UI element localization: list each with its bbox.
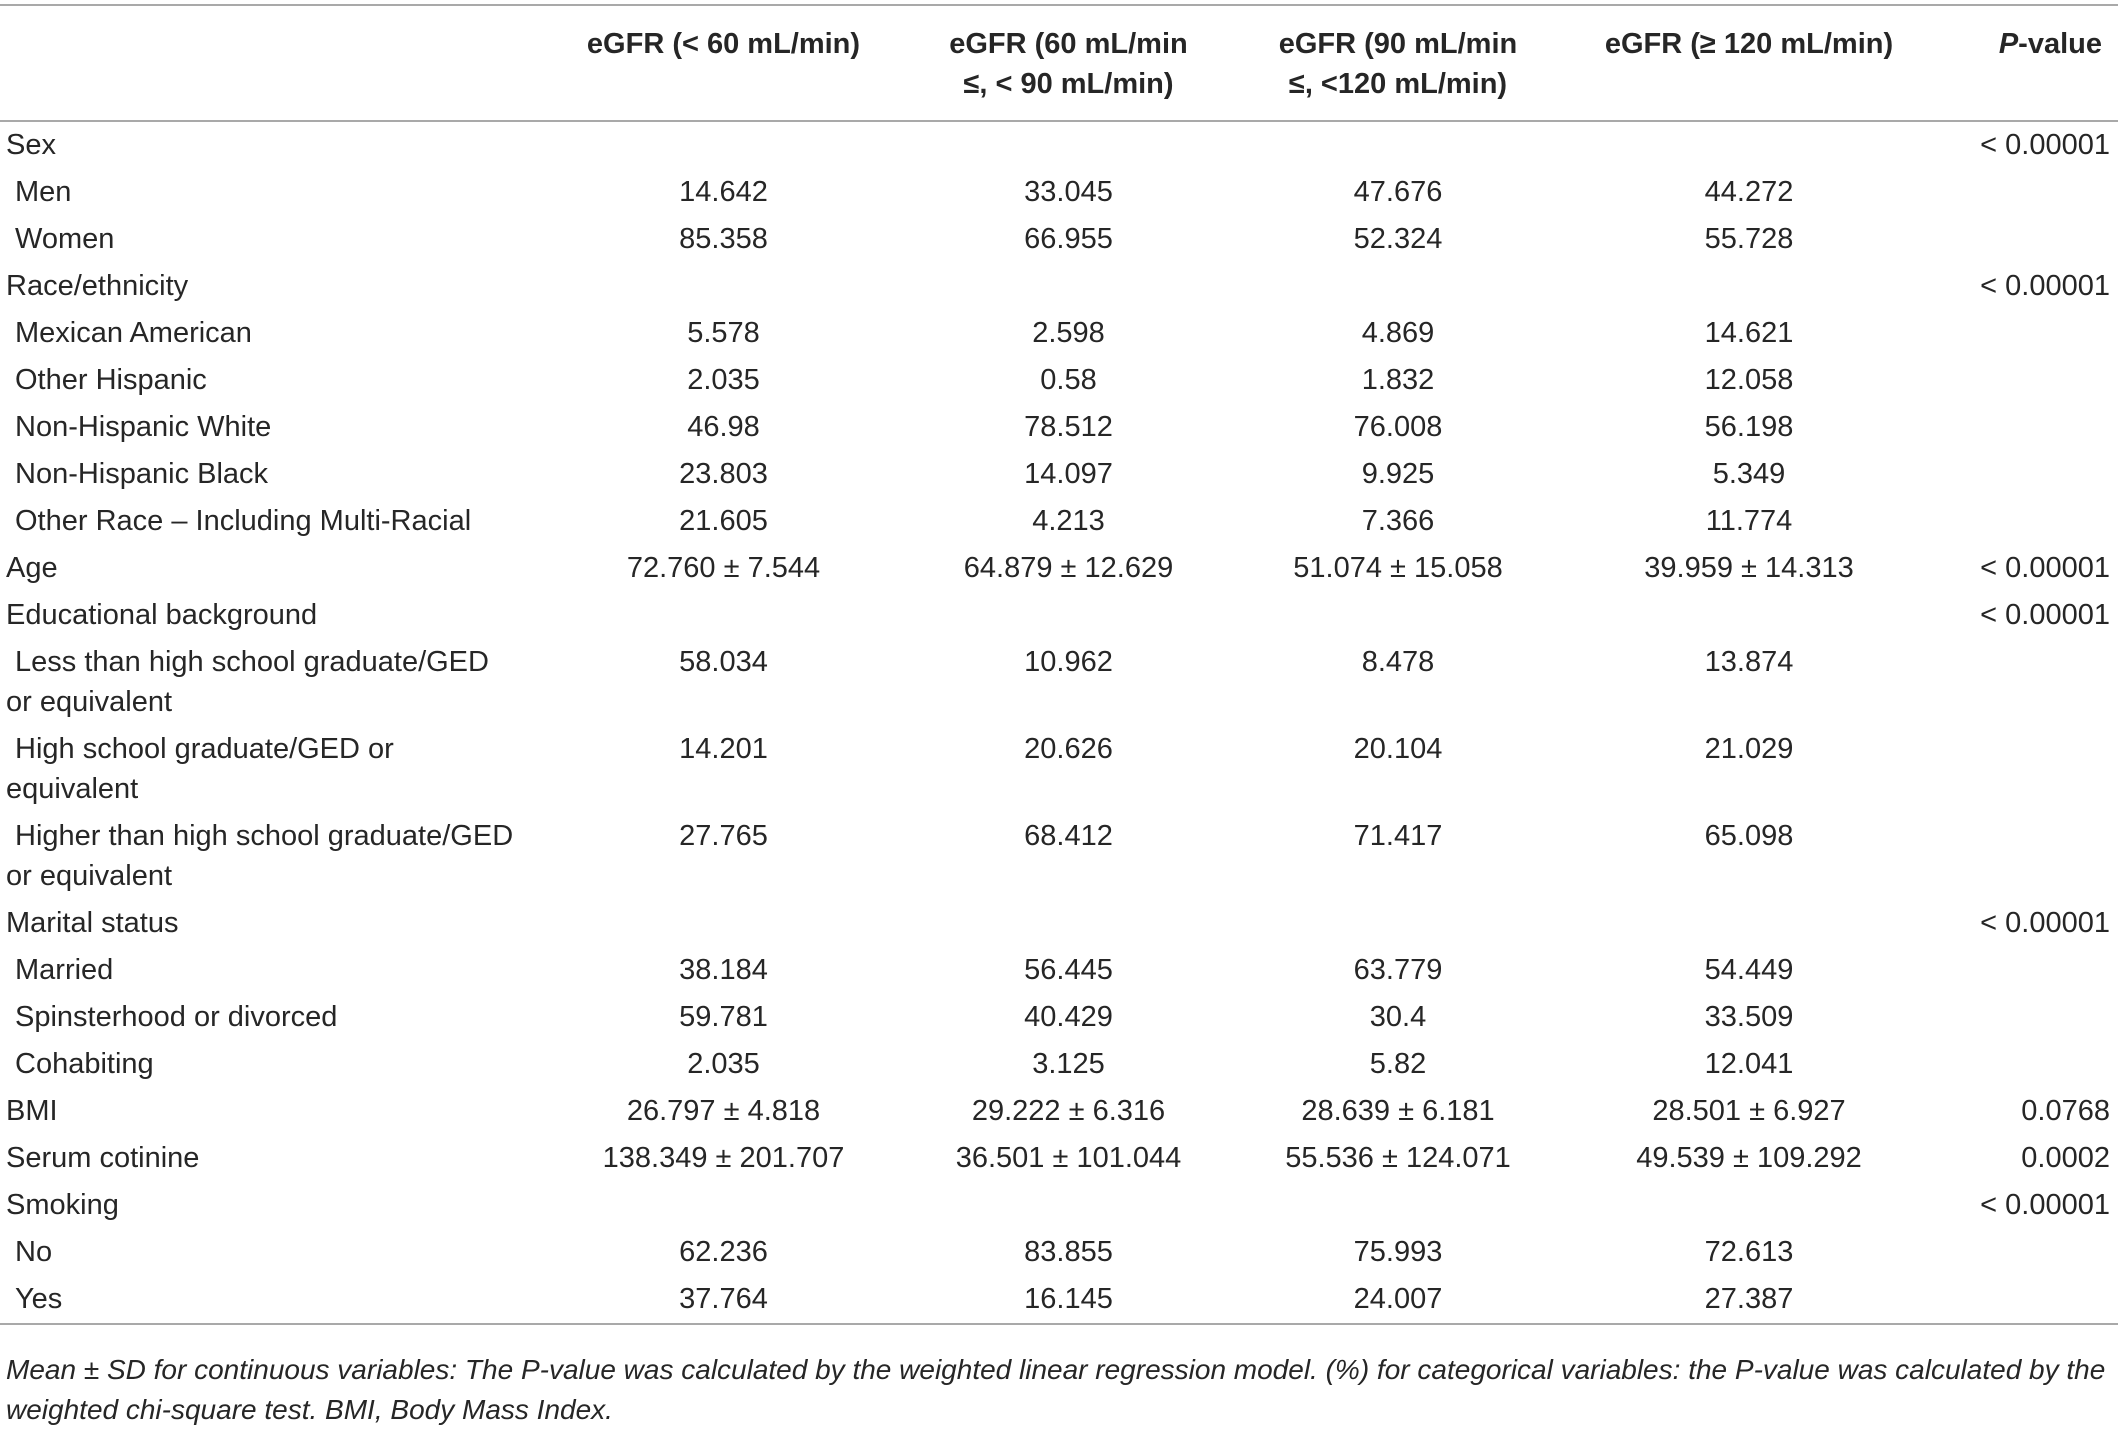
row-label-text: Smoking bbox=[6, 1189, 119, 1221]
cell-p-value bbox=[1967, 726, 2118, 813]
row-sublabel bbox=[0, 404, 575, 451]
row-sublabel bbox=[0, 994, 575, 1041]
table-row bbox=[0, 121, 2118, 169]
row-label-text: Race/ethnicity bbox=[6, 270, 189, 302]
cell-value: 27.387 bbox=[1704, 1283, 1794, 1315]
row-label-text: BMI bbox=[6, 1095, 58, 1127]
cell-value: 5.82 bbox=[1369, 1048, 1427, 1080]
cell-value: 47.676 bbox=[1353, 176, 1443, 208]
cell-p-value bbox=[1967, 451, 2118, 498]
cell-p-value bbox=[1967, 639, 2118, 726]
header-egfr-60-90-line1: eGFR (60 mL/min bbox=[949, 28, 1188, 60]
table-row bbox=[0, 994, 2118, 1041]
table-row bbox=[0, 813, 2118, 900]
table-row bbox=[0, 726, 2118, 813]
cell-p-value bbox=[1967, 947, 2118, 994]
table-row bbox=[0, 357, 2118, 404]
cell-p-value bbox=[1967, 994, 2118, 1041]
cell-value bbox=[1531, 121, 1967, 169]
row-sublabel bbox=[0, 498, 575, 545]
cell-value: 52.324 bbox=[1353, 223, 1443, 255]
row-label-text: Married bbox=[15, 954, 114, 986]
row-sublabel bbox=[0, 1041, 575, 1088]
cell-value: 36.501 ± 101.044 bbox=[955, 1142, 1182, 1174]
cell-value: 2.035 bbox=[687, 1048, 760, 1080]
row-label-text: Educational background bbox=[6, 599, 318, 631]
table-row bbox=[0, 498, 2118, 545]
cell-value bbox=[1265, 900, 1531, 947]
row-label-text: Men bbox=[15, 176, 72, 208]
cell-value: 51.074 ± 15.058 bbox=[1293, 552, 1503, 584]
cell-value: 59.781 bbox=[679, 1001, 768, 1033]
cell-p-value: < 0.00001 bbox=[1980, 129, 2110, 161]
row-label-text: Higher than high school graduate/GED bbox=[15, 820, 514, 852]
row-sublabel bbox=[0, 169, 575, 216]
cell-p-value: 0.0002 bbox=[2021, 1142, 2110, 1174]
cell-value: 38.184 bbox=[679, 954, 768, 986]
cell-value bbox=[1265, 592, 1531, 639]
cell-p-value: < 0.00001 bbox=[1980, 599, 2110, 631]
cell-value: 20.626 bbox=[1024, 733, 1113, 765]
row-label bbox=[0, 263, 575, 310]
cell-value bbox=[1265, 1182, 1531, 1229]
cell-value bbox=[575, 900, 872, 947]
table-row bbox=[0, 947, 2118, 994]
cell-value: 13.874 bbox=[1704, 646, 1794, 678]
row-label bbox=[0, 121, 575, 169]
cell-value: 33.045 bbox=[1024, 176, 1113, 208]
cell-value: 4.213 bbox=[1032, 505, 1105, 537]
row-label-text: Non-Hispanic White bbox=[15, 411, 272, 443]
cell-value: 76.008 bbox=[1353, 411, 1443, 443]
cell-p-value bbox=[1967, 310, 2118, 357]
cell-value: 20.104 bbox=[1353, 733, 1443, 765]
cell-value: 23.803 bbox=[679, 458, 768, 490]
cell-p-value bbox=[1967, 169, 2118, 216]
cell-value: 71.417 bbox=[1353, 820, 1443, 852]
cell-value: 21.605 bbox=[679, 505, 768, 537]
cell-value: 0.58 bbox=[1040, 364, 1097, 396]
cell-p-value bbox=[1967, 357, 2118, 404]
cell-value bbox=[1531, 1182, 1967, 1229]
cell-value bbox=[575, 592, 872, 639]
cell-value: 46.98 bbox=[687, 411, 760, 443]
cell-value: 28.639 ± 6.181 bbox=[1301, 1095, 1495, 1127]
cell-value: 11.774 bbox=[1705, 505, 1793, 537]
header-egfr-60-90 bbox=[872, 5, 1265, 121]
cell-value: 56.445 bbox=[1024, 954, 1113, 986]
table-row bbox=[0, 1135, 2118, 1182]
row-label-text: Less than high school graduate/GED bbox=[15, 646, 489, 678]
cell-value: 44.272 bbox=[1704, 176, 1794, 208]
cell-p-value bbox=[1967, 813, 2118, 900]
cell-value bbox=[1265, 121, 1531, 169]
cell-value: 7.366 bbox=[1361, 505, 1435, 537]
cell-p-value: < 0.00001 bbox=[1980, 1189, 2110, 1221]
header-egfr-lt60: eGFR (< 60 mL/min) bbox=[586, 28, 861, 60]
cell-value: 65.098 bbox=[1704, 820, 1794, 852]
row-sublabel bbox=[0, 813, 575, 900]
table-row bbox=[0, 592, 2118, 639]
cell-value: 72.613 bbox=[1704, 1236, 1794, 1268]
cell-value: 14.097 bbox=[1024, 458, 1113, 490]
row-label-text: Women bbox=[15, 223, 115, 255]
cell-value: 16.145 bbox=[1024, 1283, 1113, 1315]
table-body bbox=[0, 121, 2118, 1324]
cell-value: 9.925 bbox=[1361, 458, 1435, 490]
cell-value bbox=[575, 263, 872, 310]
cell-value bbox=[575, 121, 872, 169]
cell-value bbox=[1531, 900, 1967, 947]
cell-value bbox=[1265, 263, 1531, 310]
row-label bbox=[0, 592, 575, 639]
row-label bbox=[0, 1135, 575, 1182]
header-label-column bbox=[0, 5, 575, 121]
row-label bbox=[0, 1182, 575, 1229]
cell-value: 75.993 bbox=[1353, 1236, 1443, 1268]
characteristics-table bbox=[0, 4, 2118, 1325]
row-sublabel bbox=[0, 451, 575, 498]
table-row bbox=[0, 169, 2118, 216]
row-label-text: Other Race – Including Multi-Racial bbox=[15, 505, 472, 537]
cell-value: 66.955 bbox=[1024, 223, 1113, 255]
table-row bbox=[0, 1276, 2118, 1324]
table-row bbox=[0, 1041, 2118, 1088]
cell-value: 24.007 bbox=[1353, 1283, 1443, 1315]
row-sublabel bbox=[0, 1229, 575, 1276]
cell-value: 12.058 bbox=[1704, 364, 1794, 396]
cell-value: 2.035 bbox=[687, 364, 760, 396]
header-row bbox=[0, 5, 2118, 121]
cell-value: 2.598 bbox=[1032, 317, 1105, 349]
row-sublabel bbox=[0, 357, 575, 404]
header-p-value bbox=[1967, 5, 2118, 121]
row-label-text: No bbox=[15, 1236, 53, 1268]
row-label bbox=[0, 545, 575, 592]
header-p-italic: P bbox=[1998, 28, 2019, 60]
cell-value bbox=[872, 121, 1265, 169]
row-label-text: Spinsterhood or divorced bbox=[15, 1001, 338, 1033]
header-p-rest: -value bbox=[2018, 28, 2102, 60]
cell-p-value bbox=[1967, 498, 2118, 545]
row-label-text: High school graduate/GED or bbox=[15, 733, 394, 765]
cell-value: 4.869 bbox=[1361, 317, 1435, 349]
table-row bbox=[0, 1229, 2118, 1276]
header-egfr-ge120: eGFR (≥ 120 mL/min) bbox=[1604, 28, 1894, 60]
cell-value: 39.959 ± 14.313 bbox=[1644, 552, 1854, 584]
cell-value: 8.478 bbox=[1361, 646, 1435, 678]
cell-value: 40.429 bbox=[1024, 1001, 1113, 1033]
header-egfr-90-120 bbox=[1265, 5, 1531, 121]
cell-value: 29.222 ± 6.316 bbox=[971, 1095, 1166, 1127]
table-row bbox=[0, 1088, 2118, 1135]
row-label-text: Other Hispanic bbox=[15, 364, 207, 396]
row-label-text: Marital status bbox=[6, 907, 179, 939]
row-sublabel bbox=[0, 639, 575, 726]
cell-value: 33.509 bbox=[1704, 1001, 1794, 1033]
table-row bbox=[0, 451, 2118, 498]
cell-value: 26.797 ± 4.818 bbox=[626, 1095, 821, 1127]
cell-p-value: 0.0768 bbox=[2021, 1095, 2110, 1127]
row-label-continuation: or equivalent bbox=[6, 686, 173, 718]
cell-value: 37.764 bbox=[679, 1283, 768, 1315]
row-label bbox=[0, 900, 575, 947]
cell-value: 14.621 bbox=[1704, 317, 1794, 349]
cell-value: 14.201 bbox=[679, 733, 768, 765]
cell-value: 27.765 bbox=[679, 820, 768, 852]
cell-value: 5.578 bbox=[687, 317, 760, 349]
row-label-text: Cohabiting bbox=[15, 1048, 154, 1080]
cell-p-value bbox=[1967, 1041, 2118, 1088]
table-footnote: Mean ± SD for continuous variables: The P-value was calculated by the weighted linear regression model. (%) for categorical variables: the P-value was calculated by the weighted chi-square test. BMI, Body Mass Index. bbox=[6, 1354, 2106, 1425]
cell-value: 49.539 ± 109.292 bbox=[1636, 1142, 1862, 1174]
cell-value: 85.358 bbox=[679, 223, 768, 255]
cell-value: 55.728 bbox=[1704, 223, 1794, 255]
cell-value: 1.832 bbox=[1361, 364, 1435, 396]
cell-p-value bbox=[1967, 1276, 2118, 1324]
table-row bbox=[0, 1182, 2118, 1229]
table-row bbox=[0, 900, 2118, 947]
table-row bbox=[0, 216, 2118, 263]
cell-value: 3.125 bbox=[1032, 1048, 1105, 1080]
cell-value: 55.536 ± 124.071 bbox=[1285, 1142, 1511, 1174]
cell-p-value bbox=[1967, 216, 2118, 263]
cell-p-value: < 0.00001 bbox=[1980, 270, 2110, 302]
cell-value bbox=[872, 592, 1265, 639]
cell-value: 83.855 bbox=[1024, 1236, 1113, 1268]
row-sublabel bbox=[0, 216, 575, 263]
cell-p-value bbox=[1967, 1229, 2118, 1276]
cell-value bbox=[872, 1182, 1265, 1229]
row-label-text: Sex bbox=[6, 129, 56, 161]
cell-value: 72.760 ± 7.544 bbox=[626, 552, 821, 584]
cell-value bbox=[575, 1182, 872, 1229]
cell-p-value: < 0.00001 bbox=[1980, 907, 2110, 939]
table-row bbox=[0, 639, 2118, 726]
cell-value: 21.029 bbox=[1704, 733, 1794, 765]
row-label-text: Yes bbox=[15, 1283, 63, 1315]
cell-value: 12.041 bbox=[1704, 1048, 1794, 1080]
cell-value: 5.349 bbox=[1712, 458, 1786, 490]
row-label-text: Mexican American bbox=[15, 317, 252, 349]
row-label-text: Age bbox=[6, 552, 58, 584]
cell-value bbox=[872, 900, 1265, 947]
cell-value: 30.4 bbox=[1369, 1001, 1427, 1033]
table-row bbox=[0, 310, 2118, 357]
cell-value bbox=[1531, 263, 1967, 310]
header-egfr-90-120-line1: eGFR (90 mL/min bbox=[1278, 28, 1518, 60]
row-sublabel bbox=[0, 1276, 575, 1324]
row-label-text: Non-Hispanic Black bbox=[15, 458, 269, 490]
cell-value: 56.198 bbox=[1704, 411, 1794, 443]
cell-value: 58.034 bbox=[679, 646, 768, 678]
table-row bbox=[0, 404, 2118, 451]
cell-value: 54.449 bbox=[1704, 954, 1794, 986]
row-sublabel bbox=[0, 947, 575, 994]
header-egfr-60-90-line2: ≤, < 90 mL/min) bbox=[963, 68, 1174, 100]
row-label-continuation: or equivalent bbox=[6, 860, 173, 892]
table-row bbox=[0, 545, 2118, 592]
cell-value: 63.779 bbox=[1353, 954, 1443, 986]
header-egfr-90-120-line2: ≤, <120 mL/min) bbox=[1288, 68, 1508, 100]
cell-value: 62.236 bbox=[679, 1236, 768, 1268]
cell-value: 10.962 bbox=[1024, 646, 1113, 678]
cell-value: 14.642 bbox=[679, 176, 768, 208]
cell-value: 64.879 ± 12.629 bbox=[963, 552, 1174, 584]
cell-value bbox=[872, 263, 1265, 310]
cell-value bbox=[1531, 592, 1967, 639]
cell-p-value: < 0.00001 bbox=[1980, 552, 2110, 584]
table-header bbox=[0, 5, 2118, 121]
cell-p-value bbox=[1967, 404, 2118, 451]
row-label-continuation: equivalent bbox=[6, 773, 139, 805]
row-sublabel bbox=[0, 310, 575, 357]
cell-value: 78.512 bbox=[1024, 411, 1113, 443]
cell-value: 138.349 ± 201.707 bbox=[602, 1142, 845, 1174]
row-sublabel bbox=[0, 726, 575, 813]
cell-value: 28.501 ± 6.927 bbox=[1652, 1095, 1846, 1127]
row-label-text: Serum cotinine bbox=[6, 1142, 200, 1174]
cell-value: 68.412 bbox=[1024, 820, 1113, 852]
table-row bbox=[0, 263, 2118, 310]
row-label bbox=[0, 1088, 575, 1135]
